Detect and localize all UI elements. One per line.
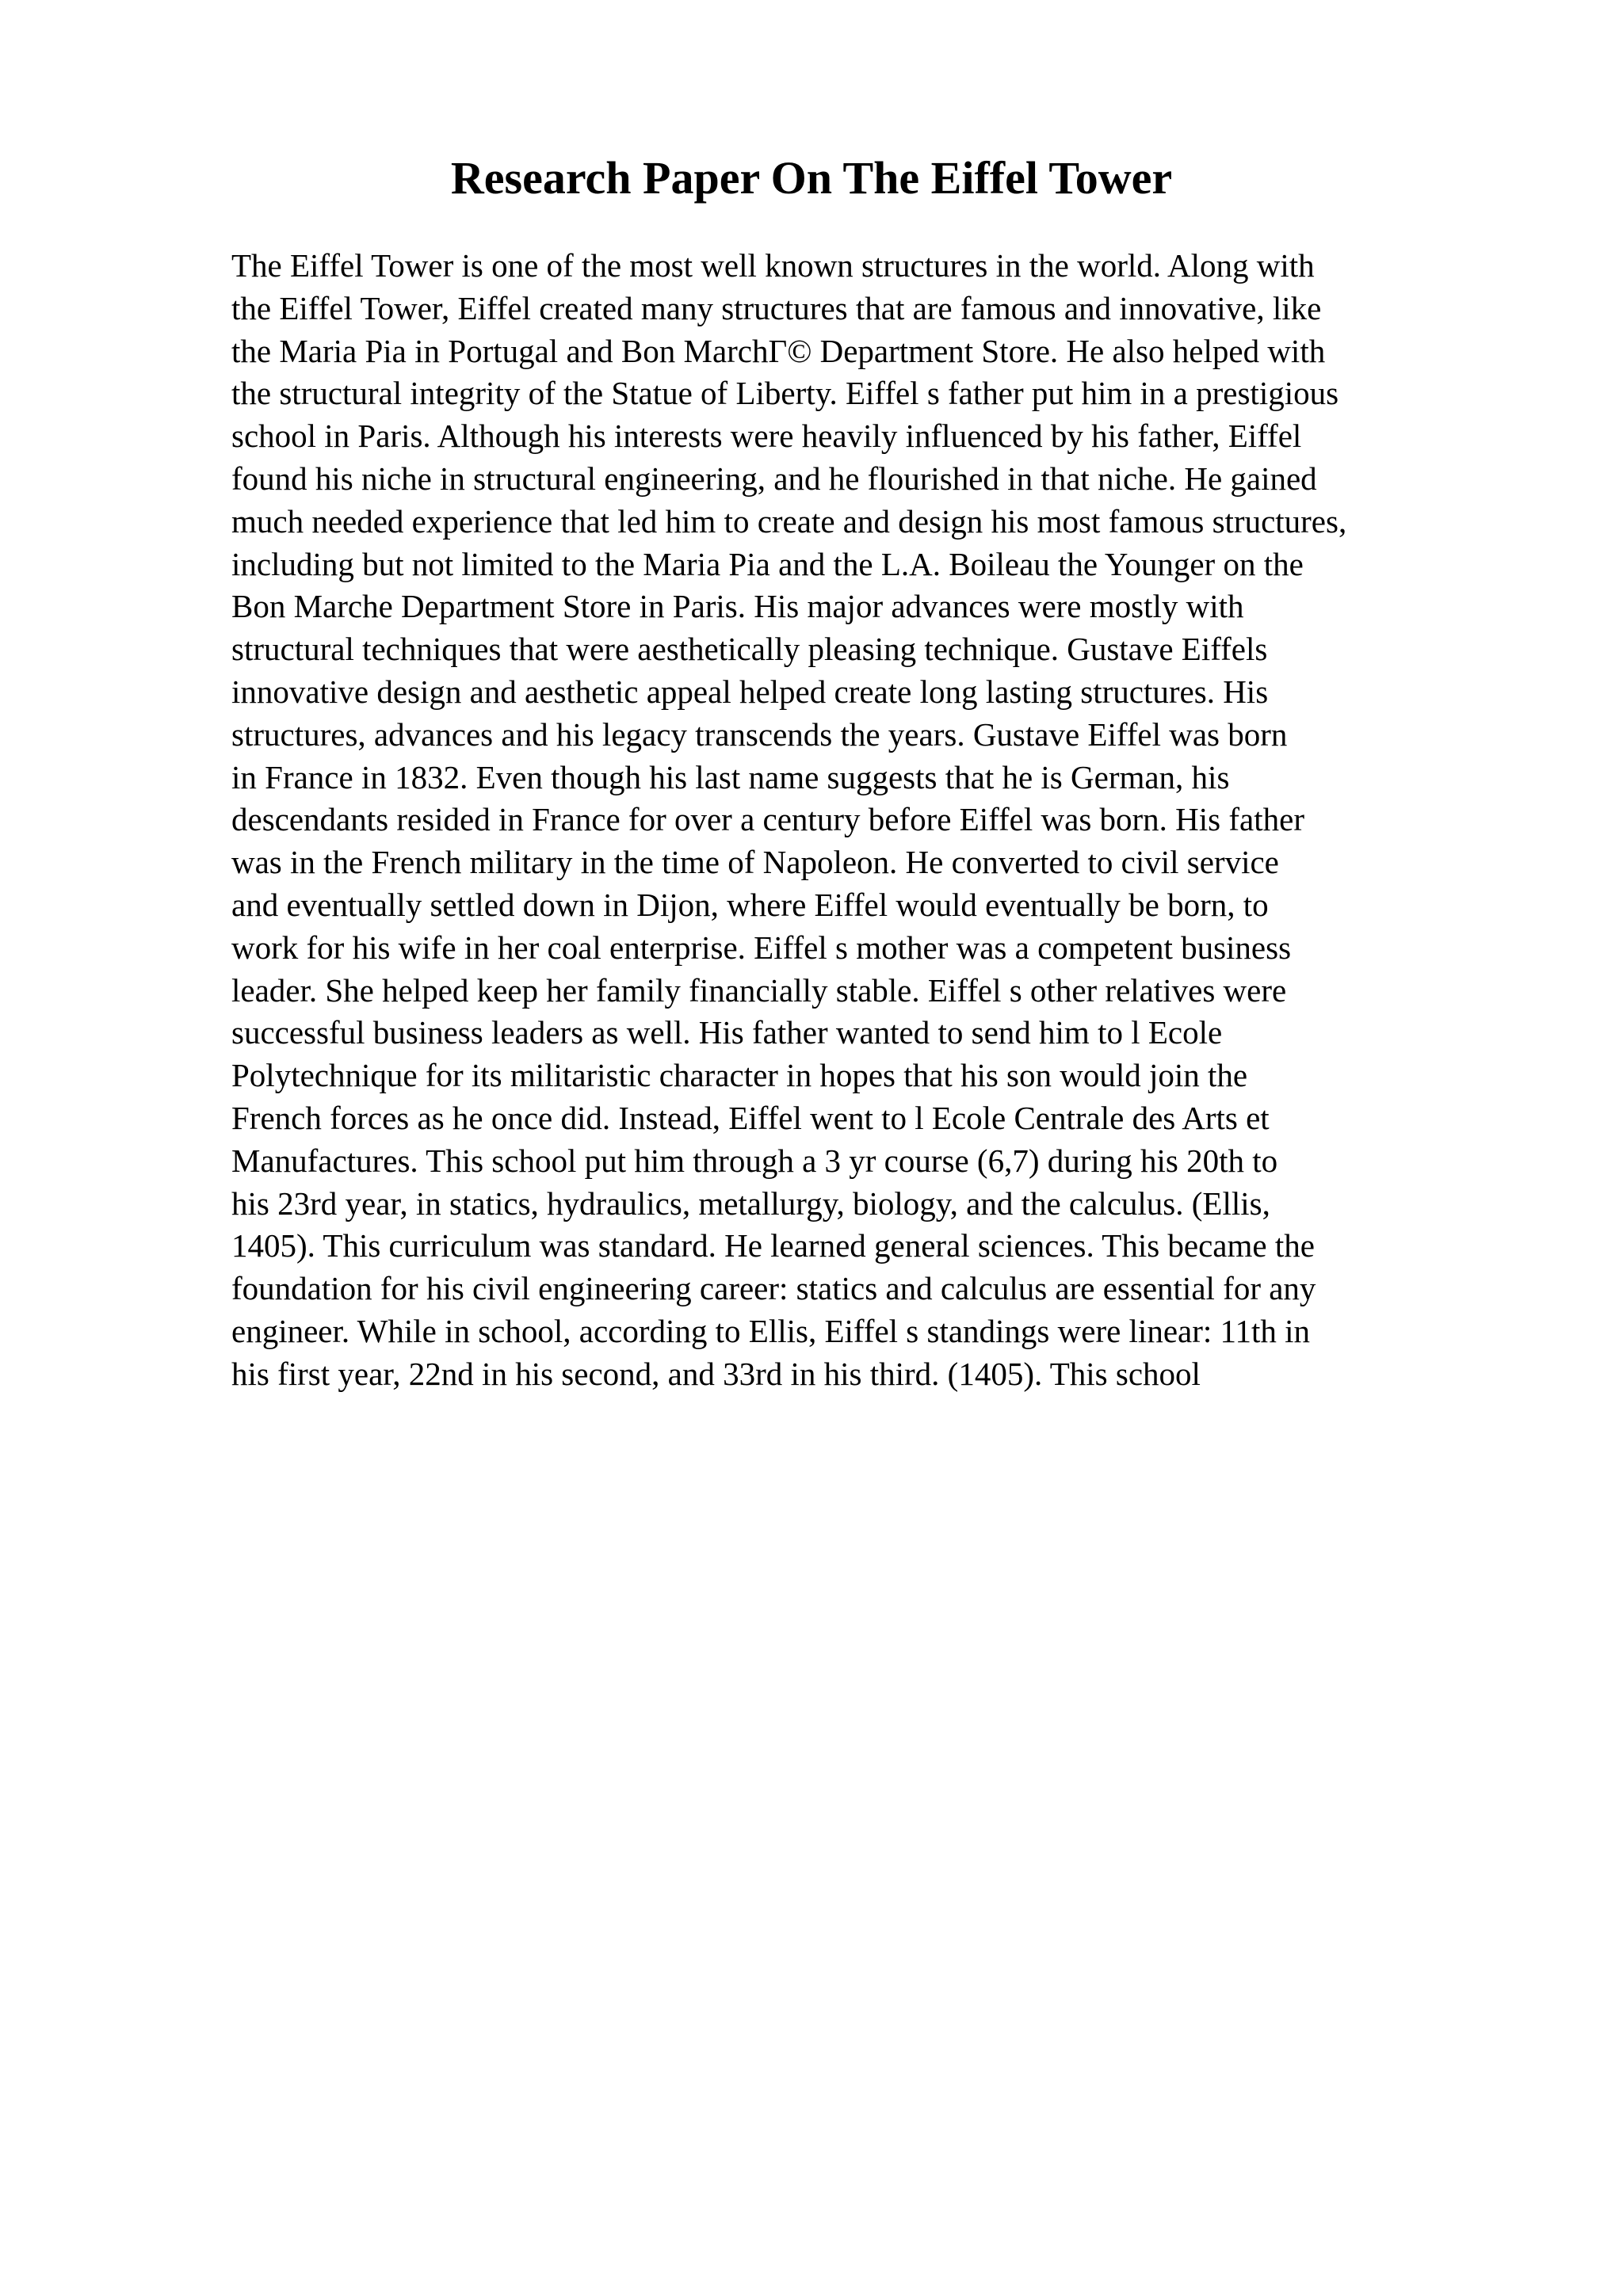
text-line: successful business leaders as well. His father wanted to send him to l Ecole — [231, 1014, 1223, 1051]
text-line: Manufactures. This school put him through a 3 yr course (6,7) during his 20th to — [231, 1142, 1278, 1179]
document-title: Research Paper On The Eiffel Tower — [450, 152, 1173, 204]
body-paragraph — [231, 245, 1515, 1396]
text-line: his first year, 22nd in his second, and 33rd in his third. (1405). This school — [231, 1355, 1201, 1392]
text-line: French forces as he once did. Instead, Eiffel went to l Ecole Centrale des Arts et — [231, 1099, 1270, 1136]
text-line: in France in 1832. Even though his last name suggests that he is German, his — [231, 758, 1230, 795]
text-line: and eventually settled down in Dijon, where Eiffel would eventually be born, to — [231, 886, 1269, 923]
text-line: the Maria Pia in Portugal and Bon MarchΓ© Department Store. He also helped with — [231, 332, 1326, 369]
text-line: Bon Marche Department Store in Paris. His major advances were mostly with — [231, 588, 1244, 625]
text-line: Polytechnique for its militaristic character in hopes that his son would join the — [231, 1057, 1248, 1094]
text-line: much needed experience that led him to create and design his most famous structures, — [231, 502, 1347, 540]
text-line: including but not limited to the Maria Pia and the L.A. Boileau the Younger on the — [231, 545, 1304, 582]
text-line: was in the French military in the time of Napoleon. He converted to civil service — [231, 844, 1279, 881]
text-line: descendants resided in France for over a century before Eiffel was born. His father — [231, 801, 1304, 838]
text-line: the structural integrity of the Statue of Liberty. Eiffel s father put him in a prestigious — [231, 375, 1339, 412]
text-line: engineer. While in school, according to Ellis, Eiffel s standings were linear: 11th in — [231, 1312, 1311, 1349]
text-line: foundation for his civil engineering career: statics and calculus are essential for any — [231, 1270, 1316, 1307]
text-line: leader. She helped keep her family financially stable. Eiffel s other relatives were — [231, 971, 1287, 1009]
text-line: school in Paris. Although his interests were heavily influenced by his father, Eiffel — [231, 418, 1302, 455]
text-line: work for his wife in her coal enterprise. Eiffel s mother was a competent business — [231, 929, 1292, 966]
text-line: his 23rd year, in statics, hydraulics, metallurgy, biology, and the calculus. (Ellis, — [231, 1184, 1270, 1222]
text-line: structural techniques that were aesthetically pleasing technique. Gustave Eiffels — [231, 631, 1268, 668]
text-line: 1405). This curriculum was standard. He learned general sciences. This became the — [231, 1227, 1315, 1264]
text-line: innovative design and aesthetic appeal helped create long lasting structures. His — [231, 673, 1269, 710]
text-line: structures, advances and his legacy transcends the years. Gustave Eiffel was born — [231, 715, 1288, 753]
text-line: the Eiffel Tower, Eiffel created many structures that are famous and innovative, like — [231, 289, 1322, 326]
text-line: The Eiffel Tower is one of the most well known structures in the world. Along with — [231, 247, 1315, 284]
text-line: found his niche in structural engineering, and he flourished in that niche. He gained — [231, 460, 1317, 497]
